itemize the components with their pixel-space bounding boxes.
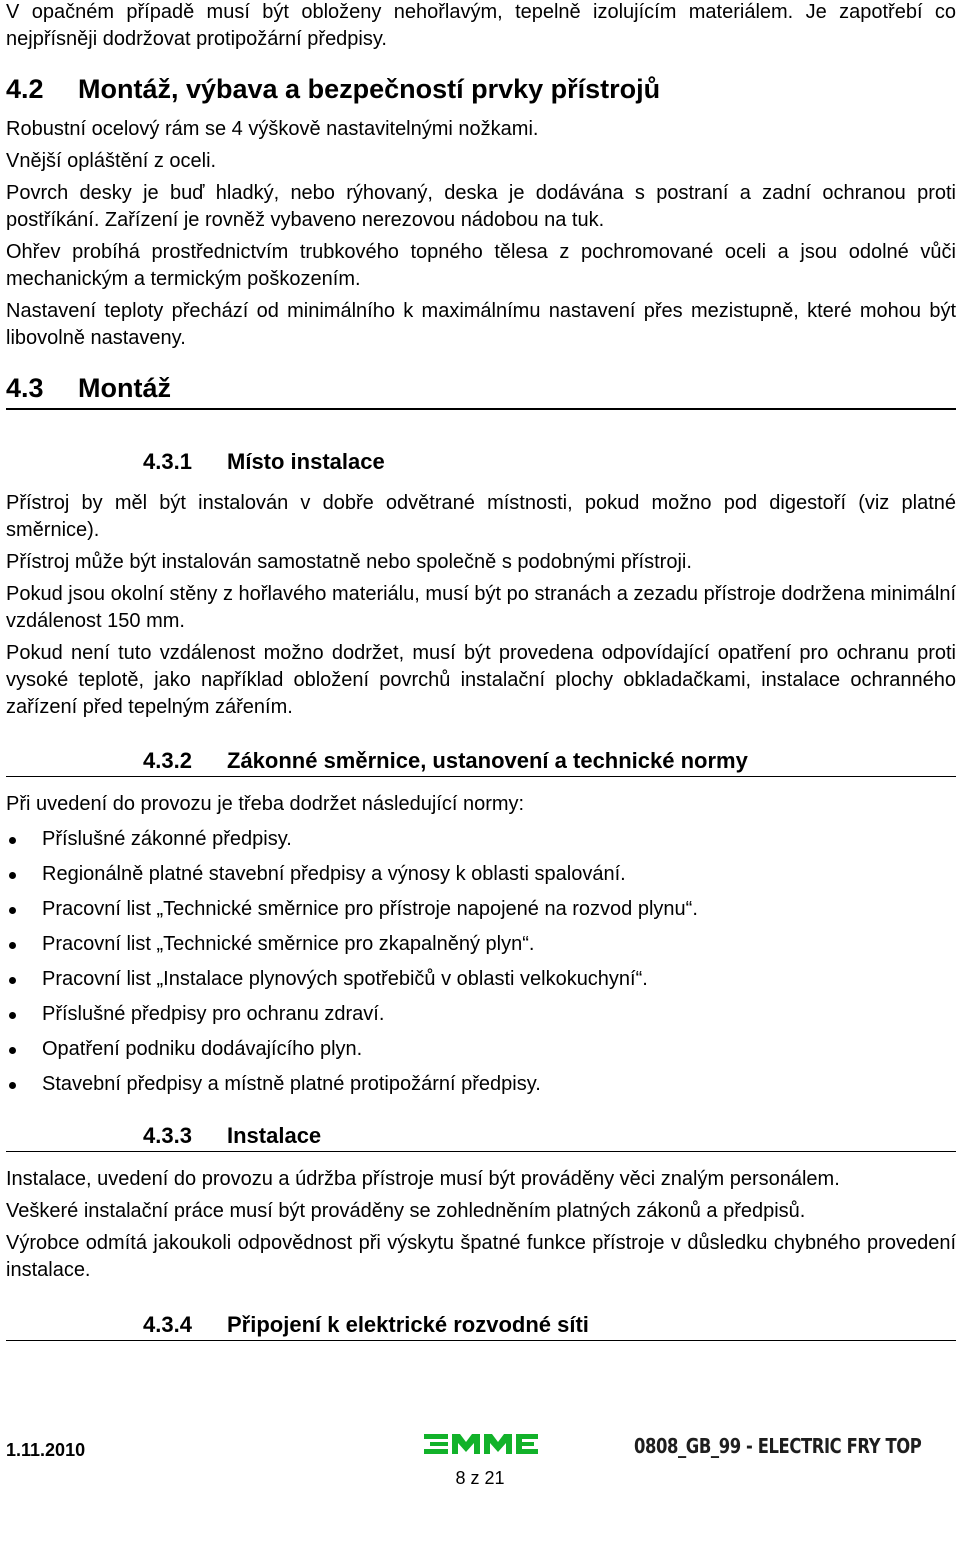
section-number: 4.2 (6, 74, 44, 104)
paragraph: Ohřev probíhá prostřednictvím trubkového topného tělesa z pochromované oceli a jsou odolné vůči mechanickým a termickým poškozením. (6, 241, 956, 290)
paragraph: Přístroj může být instalován samostatně nebo společně s podobnými přístroji. (6, 551, 692, 573)
section-4-3-4-heading (6, 1312, 956, 1341)
subsection-title: Instalace (227, 1123, 322, 1148)
bullet-icon (9, 837, 16, 844)
subsection-number: 4.3.2 (143, 748, 192, 773)
section-4-3-heading (6, 373, 956, 410)
section-title: Montáž, výbava a bezpečností prvky přístrojů (78, 74, 661, 104)
bullet-icon (9, 977, 16, 984)
emme-logo (422, 1432, 540, 1456)
list-item: Pracovní list „Technické směrnice pro zkapalněný plyn“. (6, 931, 956, 958)
section-number: 4.3 (6, 373, 44, 403)
footer-document-id: 0808_GB_99 - ELECTRIC FRY TOP (634, 1434, 922, 1458)
list-item: Opatření podniku dodávajícího plyn. (6, 1036, 956, 1063)
document-page (6, 0, 956, 1341)
paragraph: Přístroj by měl být instalován v dobře odvětrané místnosti, pokud možno pod digestoří (viz platné směrnice). (6, 492, 956, 541)
subsection-title: Zákonné směrnice, ustanovení a technické normy (227, 748, 748, 773)
bullet-icon (9, 942, 16, 949)
list-item: Pracovní list „Instalace plynových spotřebičů v oblasti velkokuchyní“. (6, 966, 956, 993)
subsection-title: Místo instalace (227, 449, 385, 474)
bullet-icon (9, 907, 16, 914)
paragraph: Vnější opláštění z oceli. (6, 150, 217, 172)
paragraph: Výrobce odmítá jakoukoli odpovědnost při výskytu špatné funkce přístroje v důsledku chybného provedení instalace. (6, 1232, 956, 1281)
paragraph: Pokud jsou okolní stěny z hořlavého materiálu, musí být po stranách a zezadu přístroje dodržena minimální vzdálenost 150 mm. (6, 583, 956, 632)
page-number: 8 z 21 (455, 1468, 505, 1488)
norms-list (6, 826, 956, 1098)
section-4-3-3-heading (6, 1123, 956, 1152)
section-4-3-2-heading (6, 748, 956, 777)
paragraph: Povrch desky je buď hladký, nebo rýhovaný, deska je dodávána s postraní a zadní ochranou proti postříkání. Zařízení je rovněž vybaveno nerezovou nádobou na tuk. (6, 182, 956, 231)
paragraph: Robustní ocelový rám se 4 výškově nastavitelnými nožkami. (6, 118, 539, 140)
section-title: Montáž (78, 373, 171, 403)
page-footer (0, 1428, 960, 1498)
paragraph: Nastavení teploty přechází od minimálního k maximálnímu nastavení přes mezistupně, které mohou být libovolně nastaveny. (6, 300, 956, 349)
list-item: Stavební předpisy a místně platné protipožární předpisy. (6, 1071, 956, 1098)
list-item: Příslušné předpisy pro ochranu zdraví. (6, 1001, 956, 1028)
list-item: Příslušné zákonné předpisy. (6, 826, 956, 853)
footer-date: 1.11.2010 (6, 1440, 86, 1460)
bullet-icon (9, 872, 16, 879)
subsection-title: Připojení k elektrické rozvodné síti (227, 1312, 589, 1337)
section-4-2-heading (6, 74, 956, 105)
paragraph: Pokud není tuto vzdálenost možno dodržet, musí být provedena odpovídající opatření pro ochranu proti vysoké teplotě, jako například obložení povrchů instalační plochy obkladačkami, instalace ochranného zařízení před tepelným zářením. (6, 642, 956, 718)
bullet-icon (9, 1012, 16, 1019)
list-item: Pracovní list „Technické směrnice pro přístroje napojené na rozvod plynu“. (6, 896, 956, 923)
bullet-icon (9, 1082, 16, 1089)
subsection-number: 4.3.3 (143, 1123, 192, 1148)
paragraph: Veškeré instalační práce musí být prováděny se zohledněním platných zákonů a předpisů. (6, 1200, 806, 1222)
list-item: Regionálně platné stavební předpisy a výnosy k oblasti spalování. (6, 861, 956, 888)
norms-intro: Při uvedení do provozu je třeba dodržet následující normy: (6, 793, 525, 815)
bullet-icon (9, 1047, 16, 1054)
subsection-number: 4.3.1 (143, 449, 192, 474)
subsection-number: 4.3.4 (143, 1312, 192, 1337)
section-4-3-1-heading (6, 449, 956, 475)
paragraph: Instalace, uvedení do provozu a údržba přístroje musí být prováděny věci znalým personálem. (6, 1168, 840, 1190)
intro-paragraph: V opačném případě musí být obloženy nehořlavým, tepelně izolujícím materiálem. Je zapotřebí co nejpřísněji dodržovat protipožární předpisy. (6, 1, 956, 50)
